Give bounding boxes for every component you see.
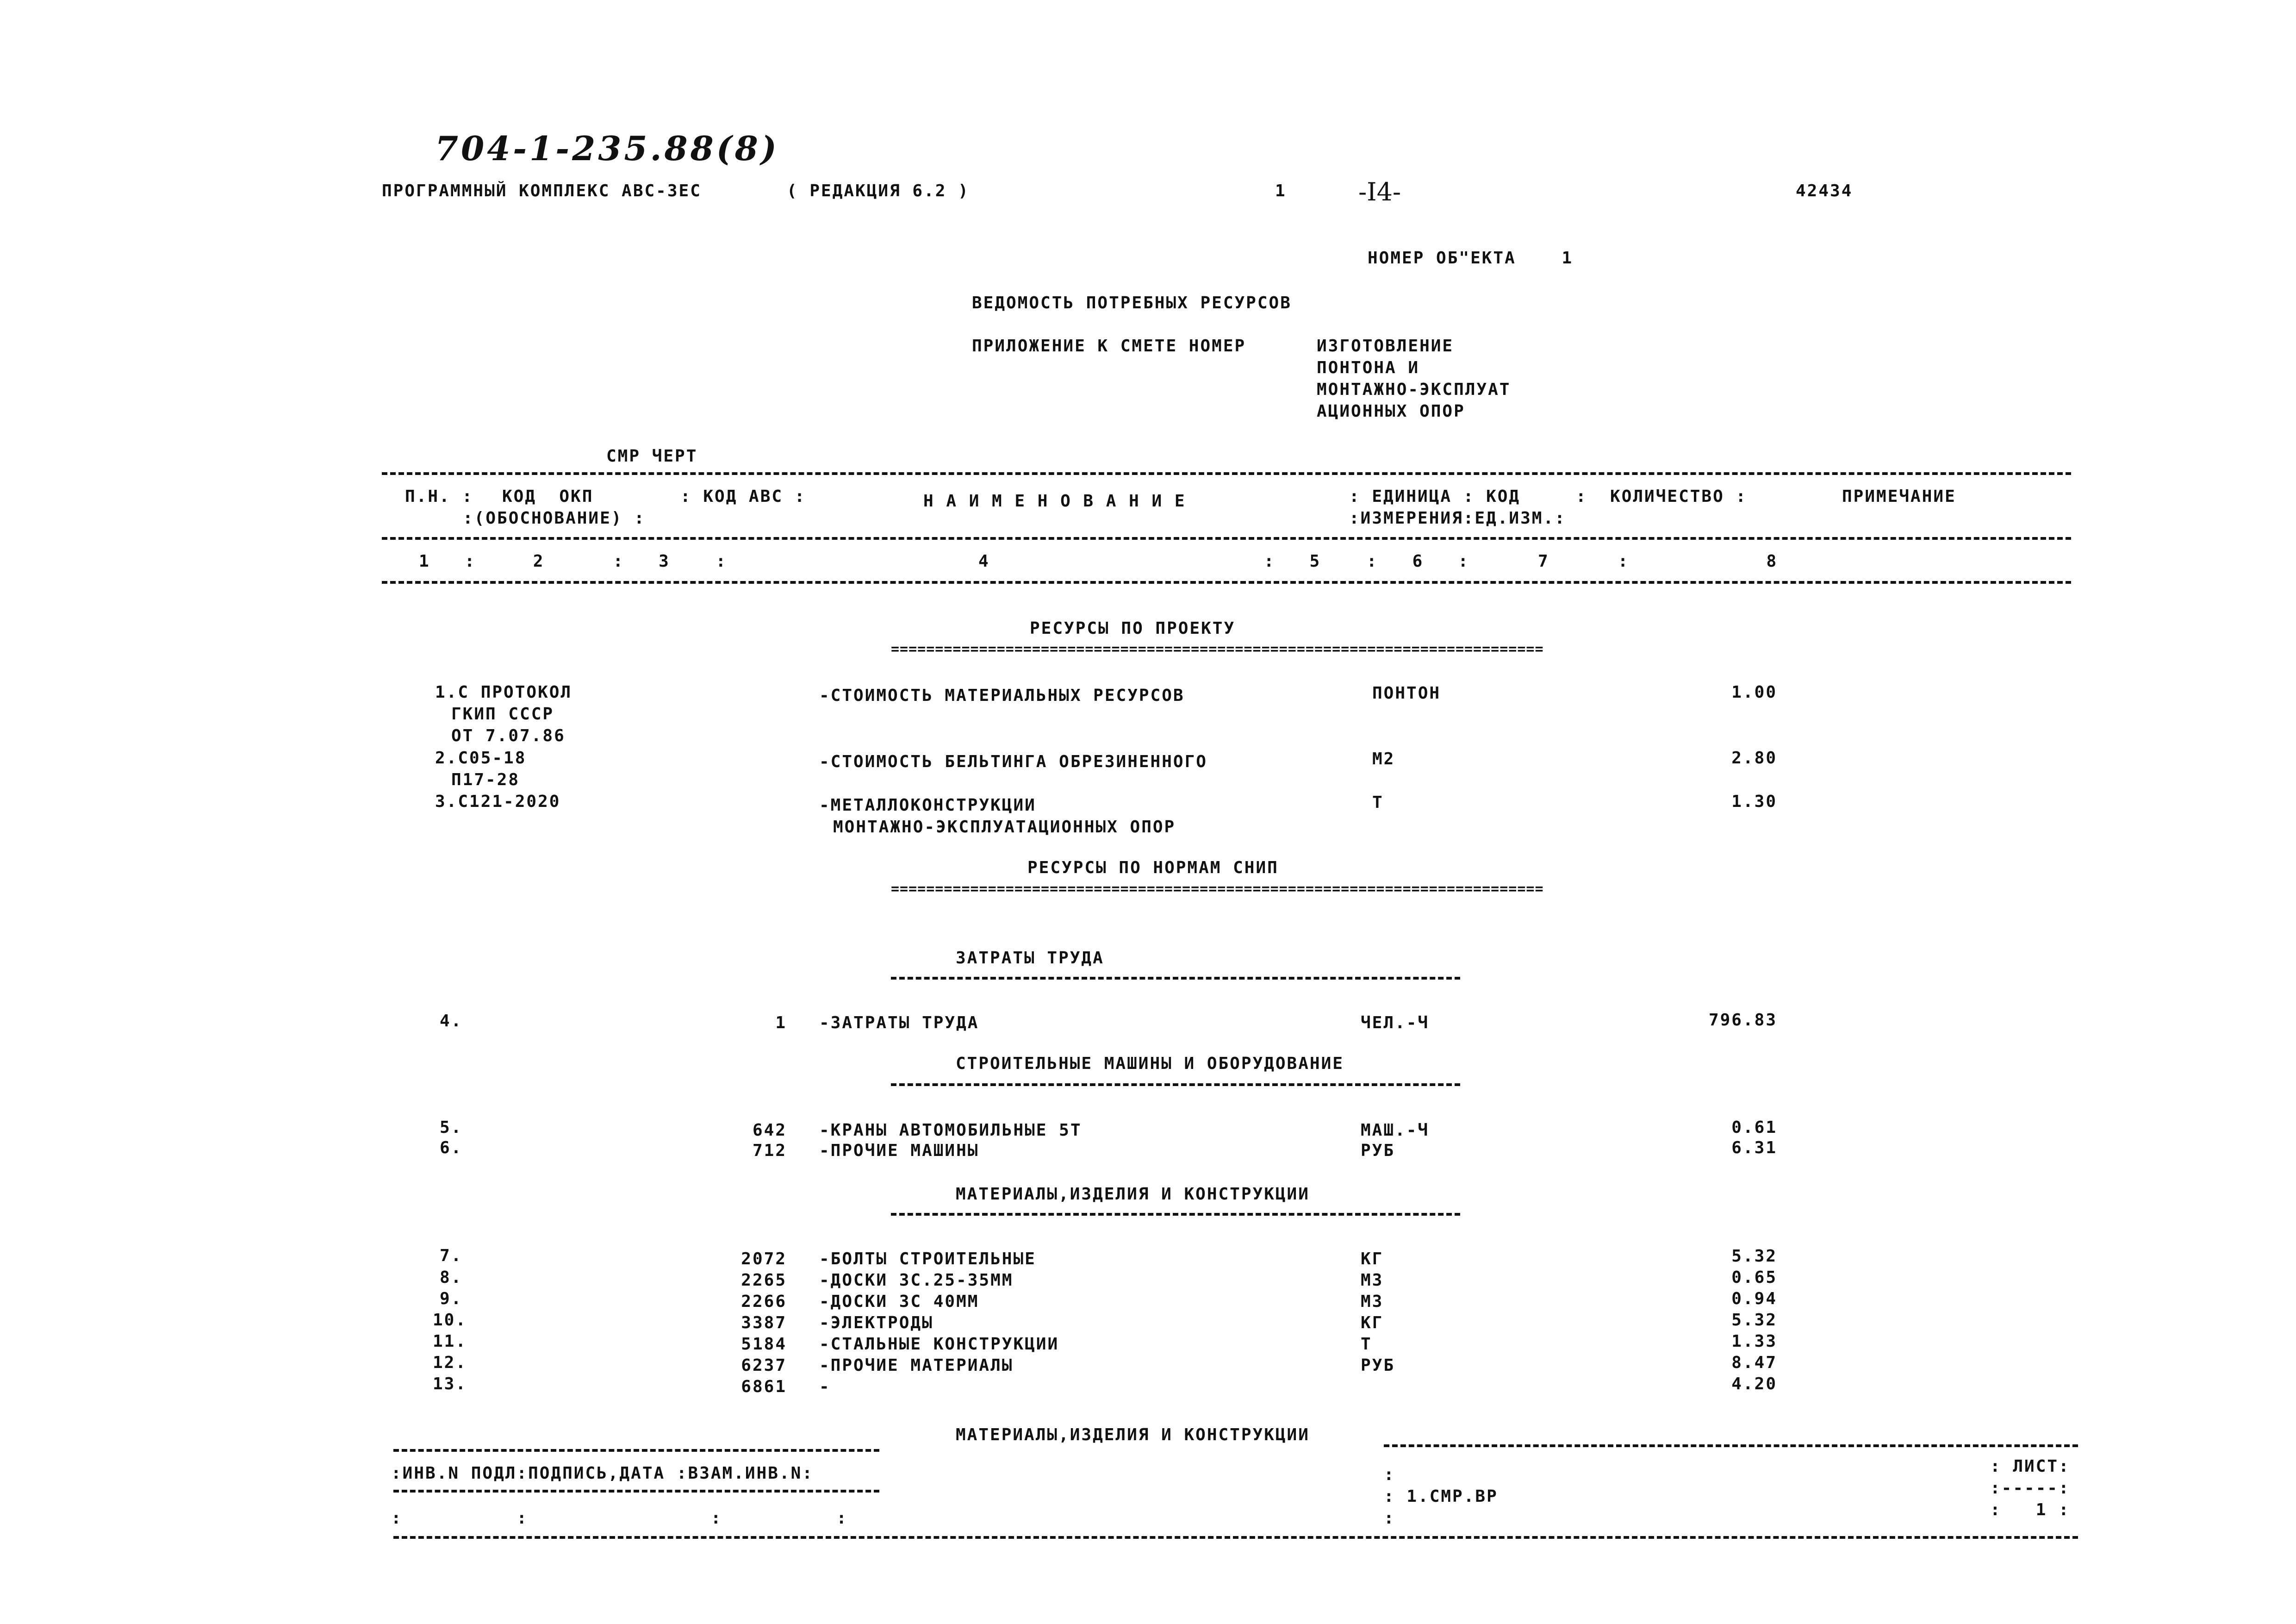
row-unit: Т xyxy=(1361,1335,1372,1354)
row-abc-code: 1 xyxy=(775,1013,787,1032)
row-number: 8. xyxy=(440,1268,463,1287)
object-number: НОМЕР ОБ"ЕКТА 1 xyxy=(1368,249,1574,268)
doc-title: ВЕДОМОСТЬ ПОТРЕБНЫХ РЕСУРСОВ xyxy=(972,294,1292,312)
subsection-heading: ЗАТРАТЫ ТРУДА xyxy=(956,949,1104,968)
row-number: 5. xyxy=(440,1118,463,1137)
section-heading: РЕСУРСЫ ПО НОРМАМ СНИП xyxy=(1027,858,1279,877)
footer-section-heading: МАТЕРИАЛЫ,ИЗДЕЛИЯ И КОНСТРУКЦИИ xyxy=(956,1425,1310,1444)
header-col-qty: : КОЛИЧЕСТВО : xyxy=(1576,487,1748,506)
stamp-rule xyxy=(1384,1444,2078,1447)
header-col-okp: КОД ОКП xyxy=(502,487,594,506)
row-name: -ПРОЧИЕ МАШИНЫ xyxy=(819,1141,979,1160)
row-quantity: 1.00 xyxy=(1731,683,1777,702)
row-abc-code: 2266 xyxy=(741,1292,787,1311)
appendix-line: ПОНТОНА И xyxy=(1317,358,1420,377)
row-name: -СТОИМОСТЬ БЕЛЬТИНГА ОБРЕЗИНЕННОГО xyxy=(819,752,1207,771)
row-basis: П17-28 xyxy=(451,770,520,789)
row-quantity: 0.61 xyxy=(1731,1118,1777,1137)
row-name: -ЭЛЕКТРОДЫ xyxy=(819,1313,933,1332)
row-abc-code: 3387 xyxy=(741,1313,787,1332)
column-numbers: 1 : 2 : 3 : 4 : 5 : 6 : 7 : 8 xyxy=(419,552,1778,571)
section-double-rule: ========================================================================== xyxy=(891,641,1544,657)
row-name: -ПРОЧИЕ МАТЕРИАЛЫ xyxy=(819,1356,1014,1375)
row-abc-code: 2265 xyxy=(741,1271,787,1290)
header-col-unit-code: :ИЗМЕРЕНИЯ:ЕД.ИЗМ.: xyxy=(1349,509,1566,528)
header-col-pn: П.Н. : xyxy=(405,487,474,506)
appendix-line: МОНТАЖНО-ЭКСПЛУАТ xyxy=(1317,380,1511,399)
row-number: 7. xyxy=(440,1246,463,1265)
program-name: ПРОГРАММНЫЙ КОМПЛЕКС АВС-3ЕС xyxy=(382,181,702,200)
row-name: -СТОИМОСТЬ МАТЕРИАЛЬНЫХ РЕСУРСОВ xyxy=(819,686,1185,705)
stamp-mid-separator: : xyxy=(1384,1509,1395,1528)
row-unit: Т xyxy=(1372,793,1384,812)
row-quantity: 6.31 xyxy=(1731,1138,1777,1157)
section-heading: РЕСУРСЫ ПО ПРОЕКТУ xyxy=(1030,619,1236,638)
row-name: -ДОСКИ 3С 40ММ xyxy=(819,1292,979,1311)
handwritten-doc-code: 704-1-235.88(8) xyxy=(435,129,779,168)
row-name: -ДОСКИ 3С.25-35ММ xyxy=(819,1271,1014,1290)
header-col-abc: : КОД АВС : xyxy=(680,487,806,506)
header-col-basis: :(ОБОСНОВАНИЕ) : xyxy=(463,509,646,528)
row-unit: КГ xyxy=(1361,1249,1384,1268)
row-number: 10. xyxy=(433,1311,467,1330)
row-number: 4. xyxy=(440,1012,463,1031)
stamp-empty-row: : : : : xyxy=(391,1509,848,1528)
sheet-separator: :-----: xyxy=(1990,1479,2070,1498)
section-double-rule: ========================================================================== xyxy=(891,881,1544,897)
row-number: 12. xyxy=(433,1353,467,1372)
row-unit: КГ xyxy=(1361,1313,1384,1332)
table-header-rule xyxy=(382,537,2071,540)
row-number: 6. xyxy=(440,1138,463,1157)
row-number: 3.С121-2020 xyxy=(435,792,561,811)
row-quantity: 796.83 xyxy=(1708,1011,1777,1030)
subsection-heading: МАТЕРИАЛЫ,ИЗДЕЛИЯ И КОНСТРУКЦИИ xyxy=(956,1185,1310,1204)
row-quantity: 5.32 xyxy=(1731,1311,1777,1330)
row-abc-code: 712 xyxy=(752,1141,787,1160)
row-abc-code: 2072 xyxy=(741,1249,787,1268)
appendix-line: АЦИОННЫХ ОПОР xyxy=(1317,402,1465,421)
stamp-rule xyxy=(393,1490,879,1493)
table-numbers-rule xyxy=(382,581,2071,584)
row-name: -МЕТАЛЛОКОНСТРУКЦИИ xyxy=(819,796,1036,815)
stamp-code: : 1.СМР.ВР xyxy=(1384,1487,1498,1506)
row-quantity: 5.32 xyxy=(1731,1247,1777,1266)
row-unit: ЧЕЛ.-Ч xyxy=(1361,1013,1430,1032)
appendix-line: ИЗГОТОВЛЕНИЕ xyxy=(1317,337,1454,356)
row-quantity: 0.65 xyxy=(1731,1268,1777,1287)
header-col-note: ПРИМЕЧАНИЕ xyxy=(1842,487,1956,506)
row-unit: ПОНТОН xyxy=(1372,684,1441,703)
row-quantity: 1.30 xyxy=(1731,792,1777,811)
subsection-rule xyxy=(891,1083,1460,1086)
header-code: 42434 xyxy=(1796,181,1853,200)
row-name: - xyxy=(819,1377,831,1396)
row-number: 2.С05-18 xyxy=(435,749,527,768)
row-name: -СТАЛЬНЫЕ КОНСТРУКЦИИ xyxy=(819,1335,1059,1354)
row-quantity: 2.80 xyxy=(1731,749,1777,768)
row-unit: М2 xyxy=(1372,750,1395,768)
row-number: 9. xyxy=(440,1289,463,1308)
row-number: 11. xyxy=(433,1332,467,1351)
stamp-header: :ИНВ.N ПОДЛ:ПОДПИСЬ,ДАТА :ВЗАМ.ИНВ.N: xyxy=(391,1464,814,1483)
header-col-name: Н А И М Е Н О В А Н И Е xyxy=(923,492,1186,511)
row-abc-code: 6237 xyxy=(741,1356,787,1375)
header-col-unit: : ЕДИНИЦА : КОД xyxy=(1349,487,1521,506)
row-name: -КРАНЫ АВТОМОБИЛЬНЫЕ 5Т xyxy=(819,1121,1082,1140)
subsection-rule xyxy=(891,1213,1460,1216)
header-marker: 1 xyxy=(1275,181,1287,200)
stamp-mid-separator: : xyxy=(1384,1465,1395,1484)
row-quantity: 4.20 xyxy=(1731,1374,1777,1393)
row-unit: РУБ xyxy=(1361,1141,1395,1160)
row-abc-code: 6861 xyxy=(741,1377,787,1396)
page-number: -I4- xyxy=(1358,177,1401,206)
program-edition: ( РЕДАКЦИЯ 6.2 ) xyxy=(787,181,970,200)
row-name-continued: МОНТАЖНО-ЭКСПЛУАТАЦИОННЫХ ОПОР xyxy=(833,818,1176,837)
row-name: -БОЛТЫ СТРОИТЕЛЬНЫЕ xyxy=(819,1249,1036,1268)
row-unit: РУБ xyxy=(1361,1356,1395,1375)
row-name: -ЗАТРАТЫ ТРУДА xyxy=(819,1013,979,1032)
row-abc-code: 5184 xyxy=(741,1335,787,1354)
smr-label: СМР ЧЕРТ xyxy=(606,447,698,466)
subsection-rule xyxy=(891,977,1460,980)
row-quantity: 0.94 xyxy=(1731,1289,1777,1308)
row-basis: ГКИП СССР xyxy=(451,705,554,724)
row-unit: М3 xyxy=(1361,1292,1384,1311)
sheet-number: : 1 : xyxy=(1990,1500,2070,1519)
sheet-label: : ЛИСТ: xyxy=(1990,1457,2070,1476)
row-number: 1.С ПРОТОКОЛ xyxy=(435,683,572,702)
row-basis: ОТ 7.07.86 xyxy=(451,726,566,745)
row-unit: М3 xyxy=(1361,1271,1384,1290)
row-quantity: 1.33 xyxy=(1731,1332,1777,1351)
row-unit: МАШ.-Ч xyxy=(1361,1121,1430,1140)
table-top-rule xyxy=(382,472,2071,475)
stamp-bottom-rule xyxy=(393,1536,2078,1539)
row-number: 13. xyxy=(433,1374,467,1393)
row-abc-code: 642 xyxy=(752,1121,787,1140)
row-quantity: 8.47 xyxy=(1731,1353,1777,1372)
subsection-heading: СТРОИТЕЛЬНЫЕ МАШИНЫ И ОБОРУДОВАНИЕ xyxy=(956,1054,1344,1073)
stamp-rule xyxy=(393,1449,879,1452)
appendix-label: ПРИЛОЖЕНИЕ К СМЕТЕ НОМЕР xyxy=(972,337,1246,356)
